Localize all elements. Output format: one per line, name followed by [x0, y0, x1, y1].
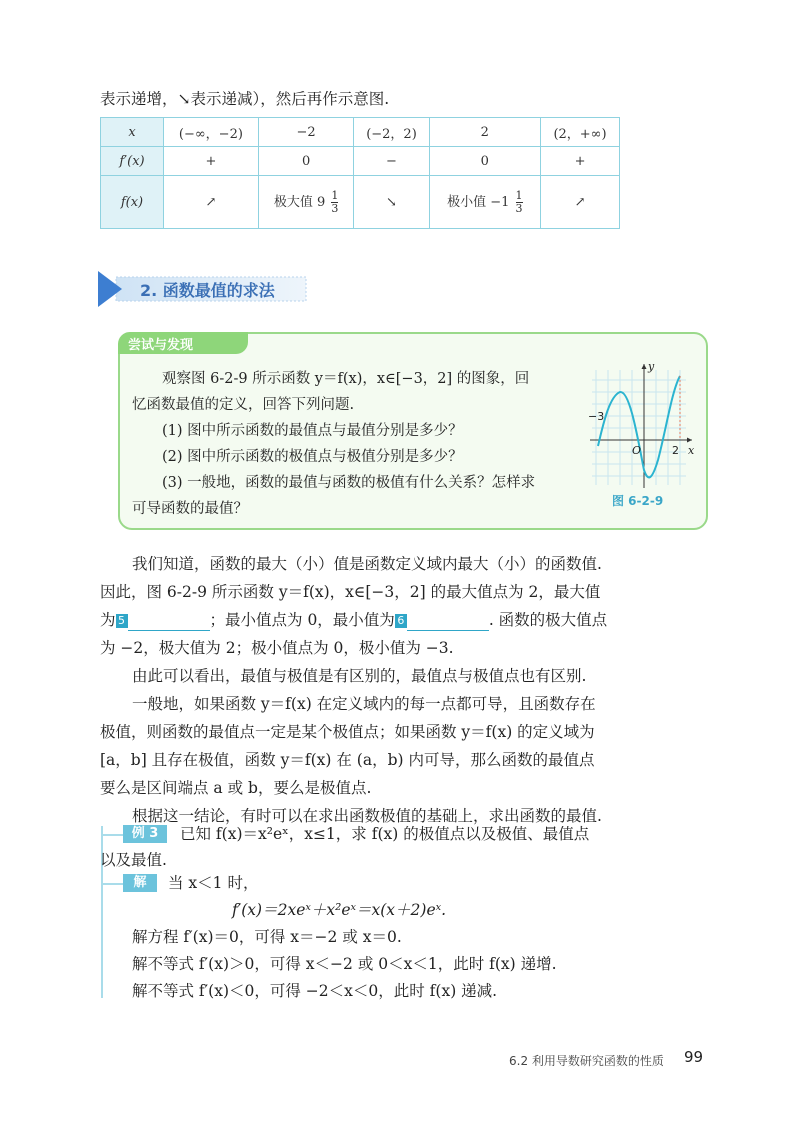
table-cell: [429, 176, 540, 229]
solution-line-2: f′(x)＝2xeˣ＋x²eˣ＝x(x＋2)eˣ.: [232, 901, 447, 919]
try-line-2: 忆函数最值的定义，回答下列问题.: [132, 397, 355, 413]
text-segment: 为: [100, 611, 116, 629]
y-axis-arrow: [642, 364, 647, 369]
table-cell: +: [164, 147, 259, 176]
table-row: [101, 118, 620, 147]
blank-line-6[interactable]: [407, 614, 489, 631]
origin-label: O: [632, 444, 642, 457]
paragraph-1-line-2: 因此，图 6-2-9 所示函数 y＝f(x)，x∈[−3，2] 的最大值点为 2，最大值: [100, 583, 601, 601]
page-number: 99: [684, 1048, 704, 1066]
example-line-1: 已知 f(x)＝x²eˣ，x≤1，求 f(x) 的极值点以及极值、最值点: [180, 825, 590, 843]
table-row: [101, 176, 620, 229]
x-axis-arrow: [687, 438, 692, 443]
min-value-label: 极小值 −1: [447, 194, 510, 210]
text-segment: . 函数的极大值点: [488, 611, 608, 629]
table-cell: [258, 176, 354, 229]
try-and-discover-label: 尝试与发现: [128, 338, 194, 353]
table-cell: (−∞，−2): [164, 118, 259, 147]
table-cell: +: [541, 147, 620, 176]
question-3-cont: 可导函数的最值？: [132, 501, 248, 517]
table-row: [101, 147, 620, 176]
table-cell: (2，+∞): [541, 118, 620, 147]
example-tag: 例 3: [123, 825, 167, 843]
example-line-2: 以及最值.: [100, 851, 167, 869]
example-tag-line: [101, 834, 123, 836]
solution-line-3: 解方程 f′(x)＝0，可得 x＝−2 或 x＝0.: [132, 928, 402, 946]
blank-number-6: 6: [395, 614, 407, 628]
paragraph-3-line-1: 一般地，如果函数 y＝f(x) 在定义域内的每一点都可导，且函数存在: [132, 695, 596, 713]
paragraph-2: 由此可以看出，最值与极值是有区别的，最值点与极值点也有区别.: [132, 667, 587, 685]
y-axis-label: y: [648, 360, 655, 373]
solution-tag-line: [101, 883, 123, 885]
intro-line: 表示递增，↘表示递减），然后再作示意图.: [100, 90, 390, 108]
table-cell: −2: [258, 118, 354, 147]
table-cell: ↗: [541, 176, 620, 229]
text-segment: ；最小值点为 0，最小值为: [209, 611, 395, 629]
fraction-numerator: 1: [331, 188, 339, 202]
function-graph-figure: [586, 360, 698, 490]
solution-line-1: 当 x＜1 时，: [168, 874, 259, 892]
table-cell: 2: [429, 118, 540, 147]
table-cell: −: [354, 147, 429, 176]
table-cell: f′(x): [101, 147, 164, 176]
fraction-denominator: 3: [331, 201, 339, 215]
paragraph-3-line-4: 要么是区间端点 a 或 b，要么是极值点.: [100, 779, 372, 797]
variation-table: [100, 117, 620, 229]
table-cell: 0: [258, 147, 354, 176]
table-cell: ↗: [164, 176, 259, 229]
section-title: 2. 函数最值的求法: [140, 281, 275, 300]
figure-caption: 图 6-2-9: [612, 494, 664, 508]
solution-line-5: 解不等式 f′(x)＜0，可得 −2＜x＜0，此时 f(x) 递减.: [132, 982, 498, 1000]
question-1: (1) 图中所示函数的最值点与最值分别是多少？: [162, 423, 463, 439]
fraction-denominator: 3: [515, 201, 523, 215]
solution-line-4: 解不等式 f′(x)＞0，可得 x＜−2 或 0＜x＜1，此时 f(x) 递增.: [132, 955, 557, 973]
table-cell: ↘: [354, 176, 429, 229]
footer-section-title: 6.2 利用导数研究函数的性质: [509, 1054, 664, 1068]
table-cell: 0: [429, 147, 540, 176]
paragraph-4: 根据这一结论，有时可以在求出函数极值的基础上，求出函数的最值.: [132, 807, 602, 825]
fraction: [331, 190, 338, 215]
paragraph-3-line-2: 极值，则函数的最值点一定是某个极值点；如果函数 y＝f(x) 的定义域为: [100, 723, 595, 741]
table-cell: (−2，2): [354, 118, 429, 147]
try-line-1: 观察图 6-2-9 所示函数 y＝f(x)，x∈[−3，2] 的图象，回: [162, 371, 530, 387]
solution-tag: 解: [123, 874, 157, 892]
blank-number-5: 5: [116, 614, 128, 628]
question-2: (2) 图中所示函数的极值点与极值分别是多少？: [162, 449, 463, 465]
pos-tick-label: 2: [672, 444, 679, 457]
paragraph-1-line-1: 我们知道，函数的最大（小）值是函数定义域内最大（小）的函数值.: [132, 555, 602, 573]
max-value-label: 极大值 9: [273, 194, 326, 210]
table-cell: f(x): [101, 176, 164, 229]
paragraph-1-line-4: 为 −2，极大值为 2；极小值点为 0，极小值为 −3.: [100, 639, 454, 657]
x-axis-label: x: [688, 444, 695, 457]
neg-tick-label: −3: [588, 410, 605, 423]
blank-line-5[interactable]: [128, 614, 210, 631]
fraction: [516, 190, 523, 215]
paragraph-3-line-3: [a，b] 且存在极值，函数 y＝f(x) 在 (a，b) 内可导，那么函数的最值点: [100, 751, 595, 769]
table-cell: x: [101, 118, 164, 147]
question-3: (3) 一般地，函数的最值与函数的极值有什么关系？怎样求: [162, 475, 536, 491]
fraction-numerator: 1: [515, 188, 523, 202]
paragraph-1-line-3: [100, 609, 607, 631]
